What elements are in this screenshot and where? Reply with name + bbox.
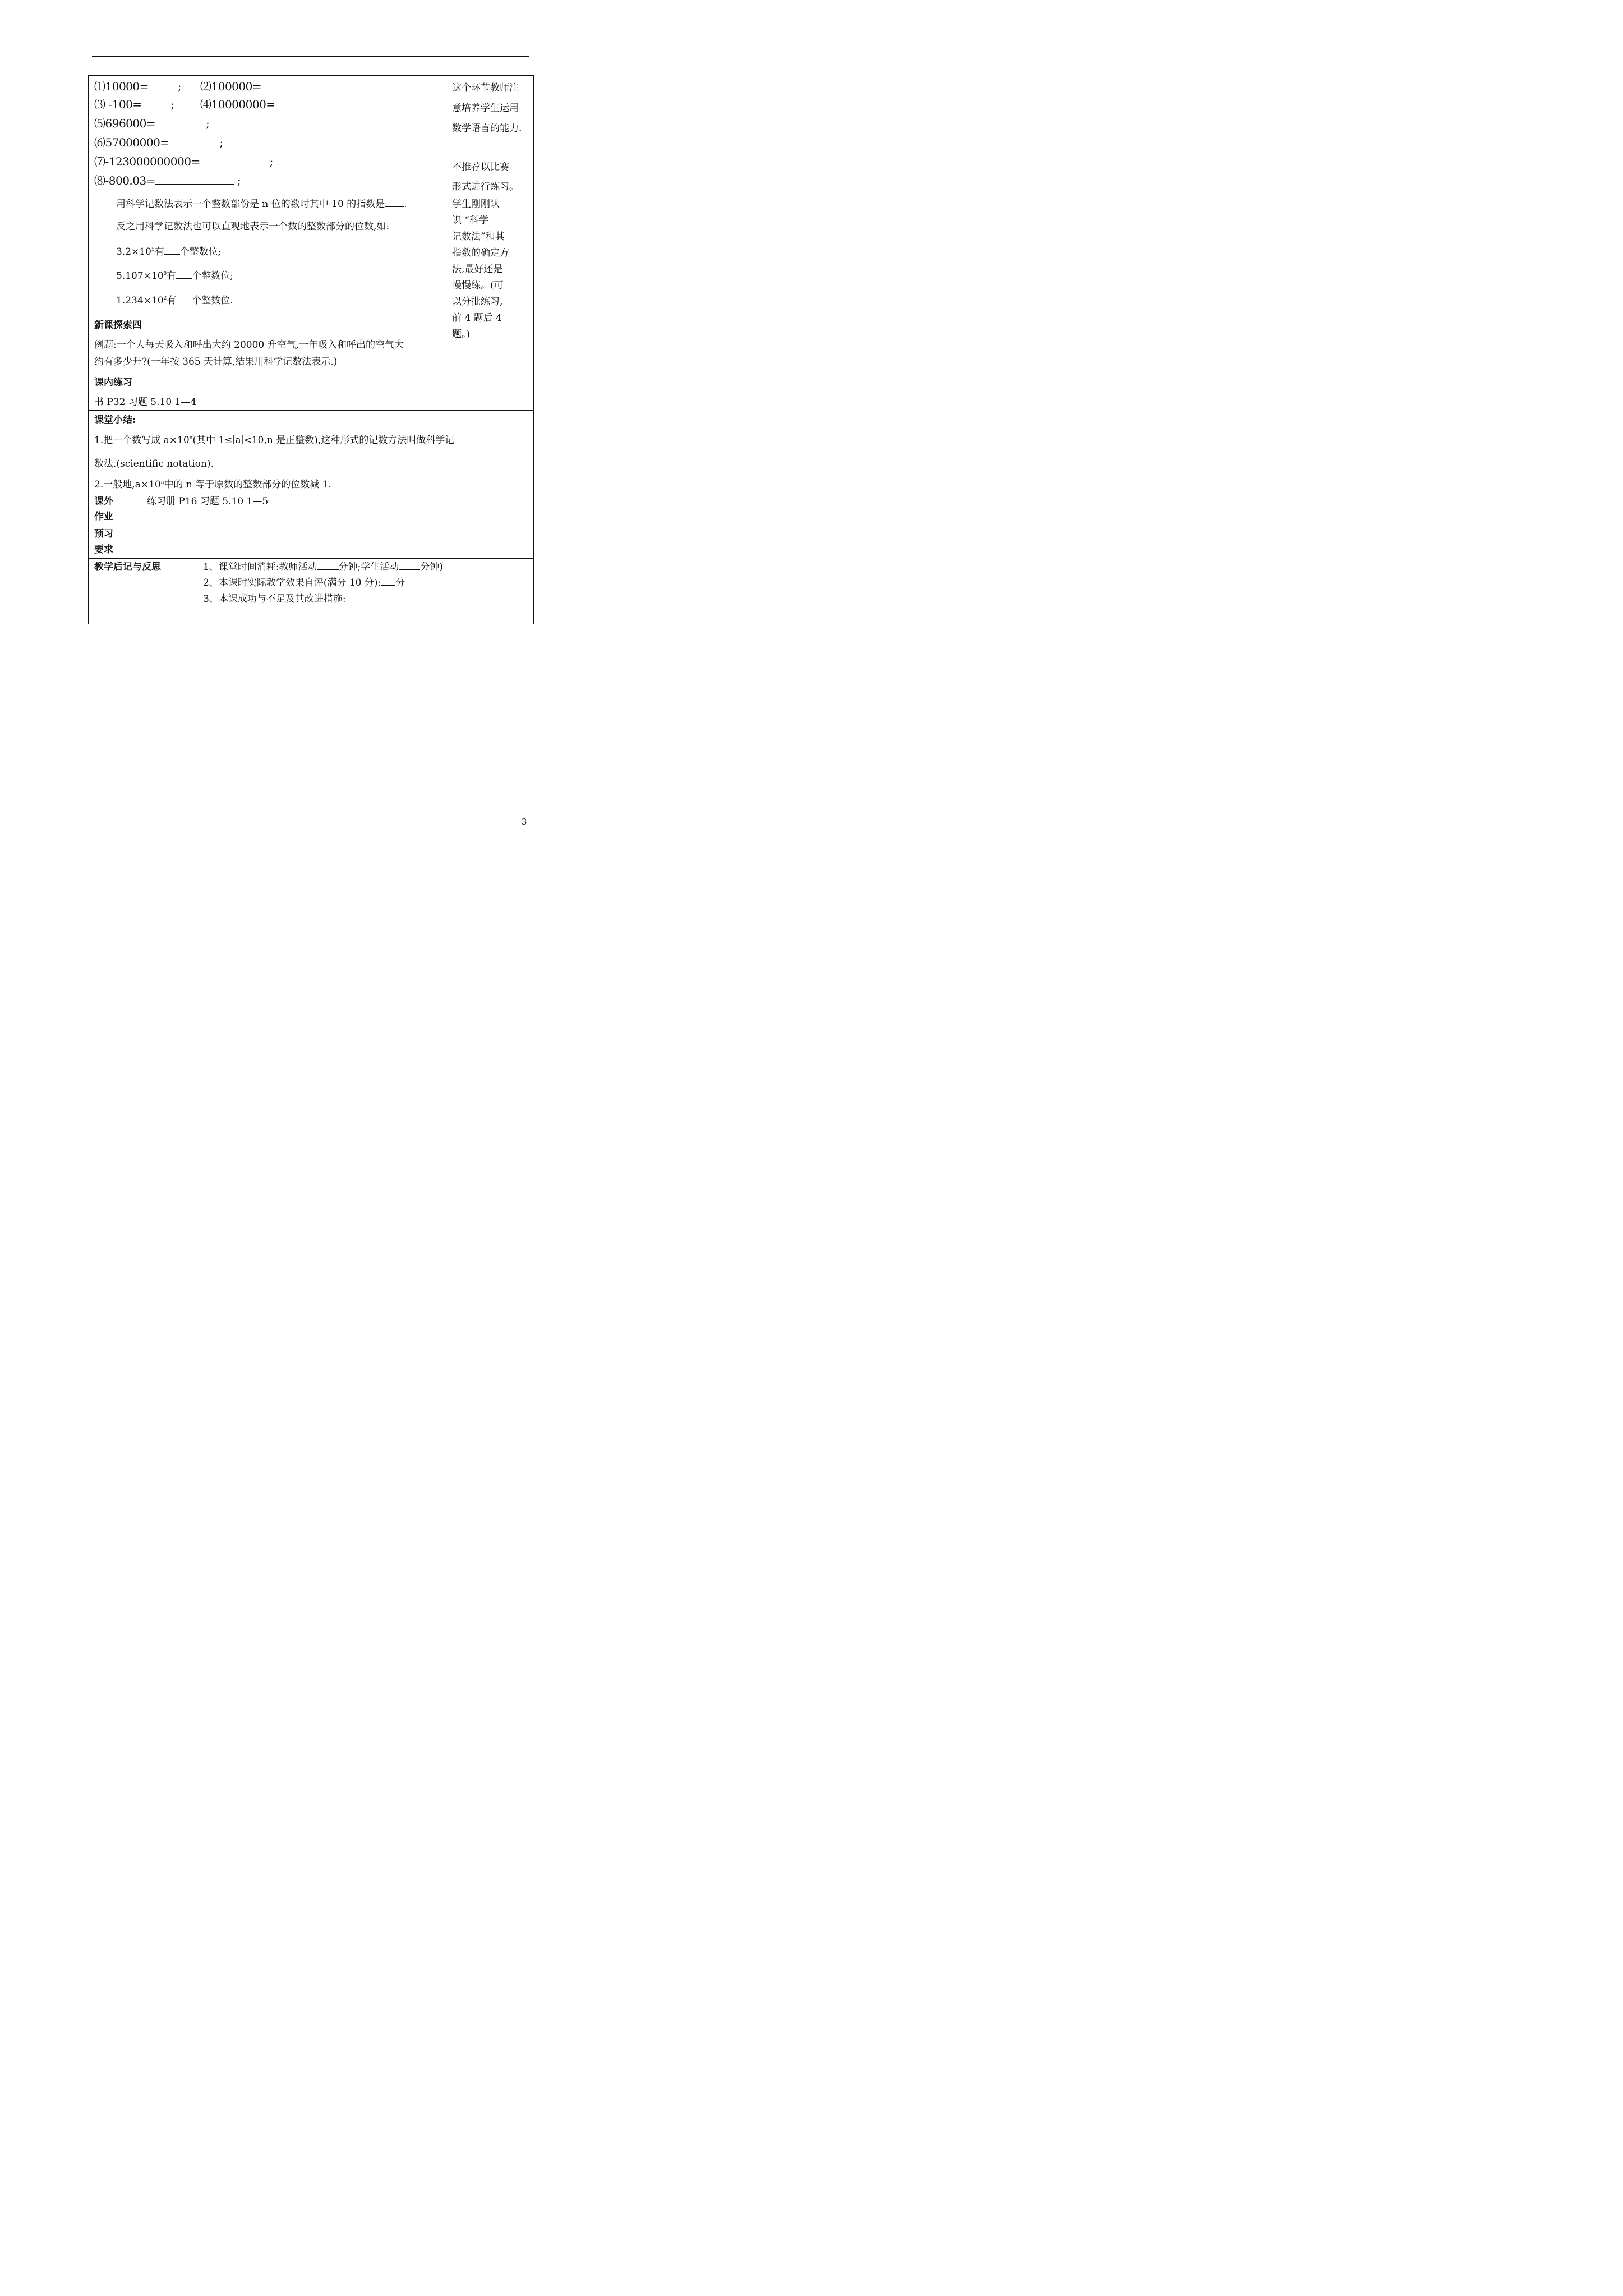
reflection-line-1: 1、课堂时间消耗:教师活动 分钟;学生活动 分钟) — [203, 562, 443, 573]
digit-item-1: $3.2\times 10^5$有 个整数位; — [116, 246, 222, 257]
note-line: 这个环节教师注 — [452, 82, 519, 94]
note-line: 慢慢练。(可 — [452, 280, 504, 291]
reflection-label: 教学后记与反思 — [94, 562, 161, 573]
note-line: 以分批练习, — [452, 296, 503, 307]
row-divider-summary — [88, 410, 534, 411]
summary-line-3: 2.一般地$,a\times 10^n$中的 n 等于原数的整数部分的位数减 1. — [94, 479, 331, 490]
note-line: 识 “科学 — [452, 215, 489, 226]
preview-label-2: 要求 — [94, 544, 113, 555]
reflection-line-3: 3、本课成功与不足及其改进措施: — [203, 593, 346, 605]
digit-item-3: $1.234\times 10^2$有 个整数位. — [116, 295, 233, 306]
exercise-7: ⑺-123000000000= ; — [94, 155, 273, 168]
exercise-5: ⑸696000= ; — [94, 117, 210, 130]
exercise-4: ⑷10000000= — [200, 99, 284, 110]
note-line: 数学语言的能力. — [452, 123, 522, 134]
note-line: 题。) — [452, 329, 471, 340]
exponent-statement: 用科学记数法表示一个整数部份是 n 位的数时其中 10 的指数是 . — [116, 199, 407, 210]
homework-label-2: 作业 — [94, 511, 113, 522]
preview-label-1: 预习 — [94, 528, 113, 540]
exercise-6: ⑹57000000= ; — [94, 136, 223, 149]
note-line: 意培养学生运用 — [452, 103, 519, 114]
summary-title: 课堂小结: — [94, 415, 136, 426]
summary-line-2: 数法.(scientific notation). — [94, 458, 214, 470]
row-divider-reflection — [88, 558, 534, 559]
exercise-8: ⑻-800.03= ; — [94, 174, 241, 187]
practice-text: 书 P32 习题 5.10 1—4 — [94, 397, 197, 408]
example-line-2: 约有多少升?(一年按 365 天计算,结果用科学记数法表示.) — [94, 356, 338, 367]
exercise-1: ⑴10000= ; — [94, 80, 181, 93]
example-line-1: 例题:一个人每天吸入和呼出大约 20000 升空气,一年吸入和呼出的空气大 — [94, 339, 404, 351]
homework-label-1: 课外 — [94, 496, 113, 507]
note-line: 记数法”和其 — [452, 231, 505, 242]
homework-text: 练习册 P16 习题 5.10 1—5 — [147, 496, 269, 507]
note-line: 学生刚刚认 — [452, 199, 500, 210]
reflection-line-2: 2、本课时实际教学效果自评(满分 10 分): 分 — [203, 577, 405, 588]
note-line: 不推荐以比赛 — [452, 162, 509, 173]
note-line: 指数的确定方 — [452, 247, 509, 259]
exercise-2: ⑵100000= — [200, 81, 287, 92]
section4-title: 新课探索四 — [94, 320, 142, 331]
digit-item-2: $5.107\times 10^8$有 个整数位; — [116, 270, 234, 282]
exercise-3: ⑶ -100= ; — [94, 98, 174, 111]
summary-line-1: 1.把一个数写成 $a\times 10^n$(其中 1≤∣a∣<10,n 是正整数),这种形式的记数方法叫做科学记 — [94, 435, 455, 446]
note-line: 形式进行练习。 — [452, 181, 519, 192]
page-number: 3 — [522, 817, 527, 827]
header-rule — [92, 56, 529, 57]
note-line: 法,最好还是 — [452, 264, 503, 275]
note-line: 前 4 题后 4 — [452, 312, 502, 324]
converse-statement: 反之用科学记数法也可以直观地表示一个数的整数部分的位数,如: — [116, 221, 390, 232]
practice-title: 课内练习 — [94, 377, 132, 388]
